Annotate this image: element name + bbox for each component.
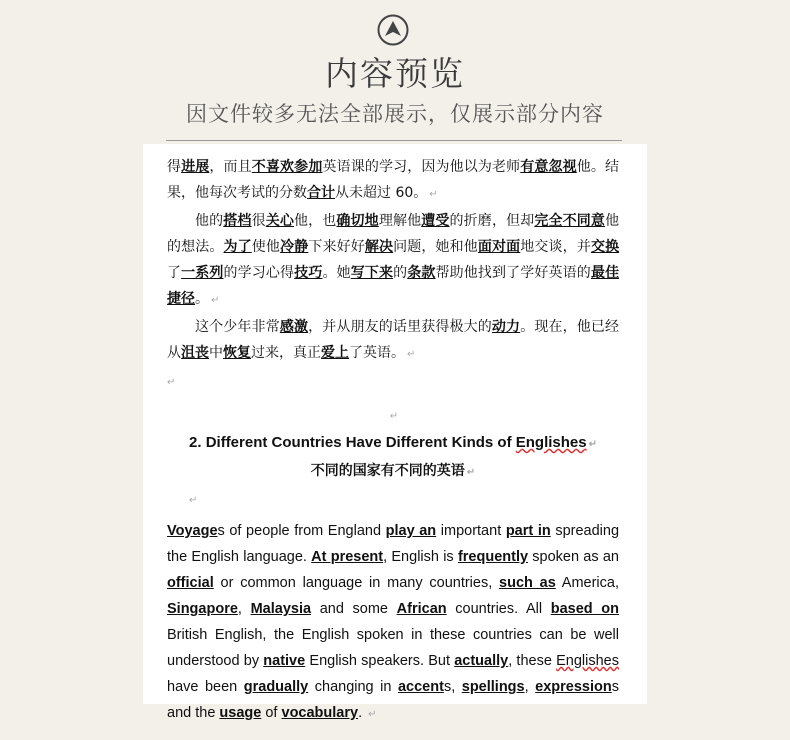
text-run: and some: [311, 601, 397, 617]
vocab-term: 感激: [279, 319, 309, 335]
vocab-term: 有意忽视: [520, 159, 577, 175]
text-run: 他。结果，他每次考试的分数: [167, 159, 620, 201]
paragraph-1: [167, 154, 619, 208]
text-run: or common language in many countries,: [213, 575, 500, 591]
text-run: America,: [555, 575, 619, 591]
vocab-term: spellings: [461, 679, 525, 695]
text-run: s of people from England: [217, 523, 386, 539]
empty-line: [167, 486, 619, 514]
vocab-term: 动力: [491, 319, 521, 335]
vocab-term: actually: [454, 653, 509, 669]
header-divider: [166, 140, 622, 141]
vocab-term: vocabulary: [281, 705, 359, 721]
vocab-term: 冷静: [280, 239, 309, 255]
text-run: 英语课的学习，因为他以为老师: [322, 159, 521, 175]
vocab-term: 一系列: [181, 265, 224, 281]
text-run: .: [358, 705, 367, 721]
text-run: 了: [167, 265, 182, 281]
paragraph-3: [167, 314, 619, 368]
paragraph-mark: ↵: [407, 349, 416, 360]
vocab-term: 关心: [265, 213, 294, 229]
text-run: countries. All: [446, 601, 551, 617]
text-run: of: [261, 705, 282, 721]
vocab-term: 条款: [407, 265, 436, 281]
paragraph-mark: ↵: [389, 411, 399, 422]
section-title-zh: 不同的国家有不同的英语 ↵: [310, 463, 476, 479]
vocab-term: frequently: [457, 549, 529, 565]
document-page: [143, 144, 647, 721]
vocab-term: 面对面: [477, 239, 521, 255]
vocab-term: 写下来: [350, 265, 394, 281]
vocab-term: 合计: [307, 185, 335, 201]
paragraph-mark: ↵: [189, 495, 198, 506]
vocab-term: Voyage: [167, 523, 218, 539]
text-run: changing in: [308, 679, 398, 695]
spellcheck-word: Englishes: [556, 653, 619, 669]
paragraph-mark: ↵: [167, 377, 176, 388]
text-run: 了英语。: [349, 345, 405, 361]
vocab-term: accent: [397, 679, 444, 695]
empty-line: [167, 402, 619, 430]
text-run: 的折磨，但却: [449, 213, 535, 229]
vocab-term: play an: [385, 523, 437, 539]
preview-header: [0, 0, 790, 140]
vocab-term: African: [396, 601, 447, 617]
section-title-en: 2. Different Countries Have Different Kinds of Englishes ↵: [189, 434, 597, 451]
paragraph-mark: ↵: [466, 467, 476, 478]
text-run: 他，也: [293, 213, 337, 229]
text-run: 他的: [195, 213, 224, 229]
paragraph-mark: ↵: [588, 439, 597, 450]
text-run: ，而且: [209, 159, 252, 175]
paragraph-mark: ↵: [368, 709, 377, 720]
vocab-term: 搭档: [223, 213, 252, 229]
text-run: 理解他: [378, 213, 422, 229]
vocab-term: 最佳捷径: [167, 265, 620, 307]
text-run: spoken as an: [528, 549, 619, 565]
vocab-term: expression: [535, 679, 612, 695]
paragraph-4: [167, 518, 619, 728]
text-run: ,: [524, 679, 536, 695]
text-run: 他的想法。: [167, 213, 620, 255]
vocab-term: official: [167, 575, 214, 591]
text-run: 。现在，他已经从: [167, 319, 620, 361]
vocab-term: 恢复: [223, 345, 251, 361]
vocab-term: 解决: [364, 239, 394, 255]
text-run: British English, the English spoken in these countries can be well understood by: [167, 627, 619, 669]
text-run: 过来，真正: [251, 345, 321, 361]
text-run: ,: [237, 601, 251, 617]
text-run: important: [436, 523, 506, 539]
vocab-term: 交换: [590, 239, 620, 255]
text-run: 。她: [322, 265, 351, 281]
vocab-term: 技巧: [294, 265, 323, 281]
text-run: 从未超过 60。: [335, 185, 428, 201]
vocab-term: 完全不同意: [534, 213, 606, 229]
text-run: 使他: [251, 239, 281, 255]
text-run: have been: [167, 679, 244, 695]
vocab-term: native: [263, 653, 306, 669]
text-run: , these: [508, 653, 557, 669]
vocab-term: Singapore: [167, 601, 238, 617]
vocab-term: 沮丧: [181, 345, 209, 361]
text-run: ，并从朋友的话里获得极大的: [308, 319, 492, 335]
text-run: , English is: [383, 549, 458, 565]
text-run: s,: [443, 679, 462, 695]
vocab-term: usage: [219, 705, 262, 721]
vocab-term: 不喜欢参加: [251, 159, 323, 175]
text-run: 得: [167, 159, 182, 175]
paragraph-mark: ↵: [211, 295, 220, 306]
text-run: spreading the English language.: [167, 523, 620, 565]
vocab-term: 进展: [181, 159, 210, 175]
vocab-term: part in: [505, 523, 551, 539]
text-run: 问题，她和他: [393, 239, 478, 255]
vocab-term: 爱上: [321, 345, 349, 361]
text-run: English speakers. But: [305, 653, 455, 669]
text-run: 的学习心得: [223, 265, 295, 281]
vocab-term: 遭受: [421, 213, 450, 229]
text-run: 下来好好: [308, 239, 365, 255]
text-run: 地交谈，并: [520, 239, 591, 255]
vocab-term: Malaysia: [250, 601, 312, 617]
text-run: 。: [195, 291, 209, 307]
navigate-up-icon: [377, 14, 409, 46]
page-title: 内容预览: [325, 54, 465, 93]
paragraph-2: [167, 208, 619, 314]
text-run: 帮助他找到了学好英语的: [435, 265, 591, 281]
page-subtitle: 因文件较多无法全部展示，仅展示部分内容: [186, 102, 604, 126]
text-run: 中: [209, 345, 223, 361]
vocab-term: 为了: [223, 239, 252, 255]
vocab-term: based on: [550, 601, 620, 617]
vocab-term: such as: [499, 575, 556, 591]
text-run: s and the: [167, 679, 619, 721]
vocab-term: 确切地: [336, 213, 379, 229]
text-run: 的: [393, 265, 408, 281]
empty-line: [167, 368, 619, 396]
vocab-term: At present: [311, 549, 384, 565]
text-run: 很: [251, 213, 266, 229]
paragraph-mark: ↵: [429, 189, 438, 200]
vocab-term: gradually: [243, 679, 309, 695]
text-run: 这个少年非常: [195, 319, 280, 335]
document-content: [167, 154, 619, 728]
